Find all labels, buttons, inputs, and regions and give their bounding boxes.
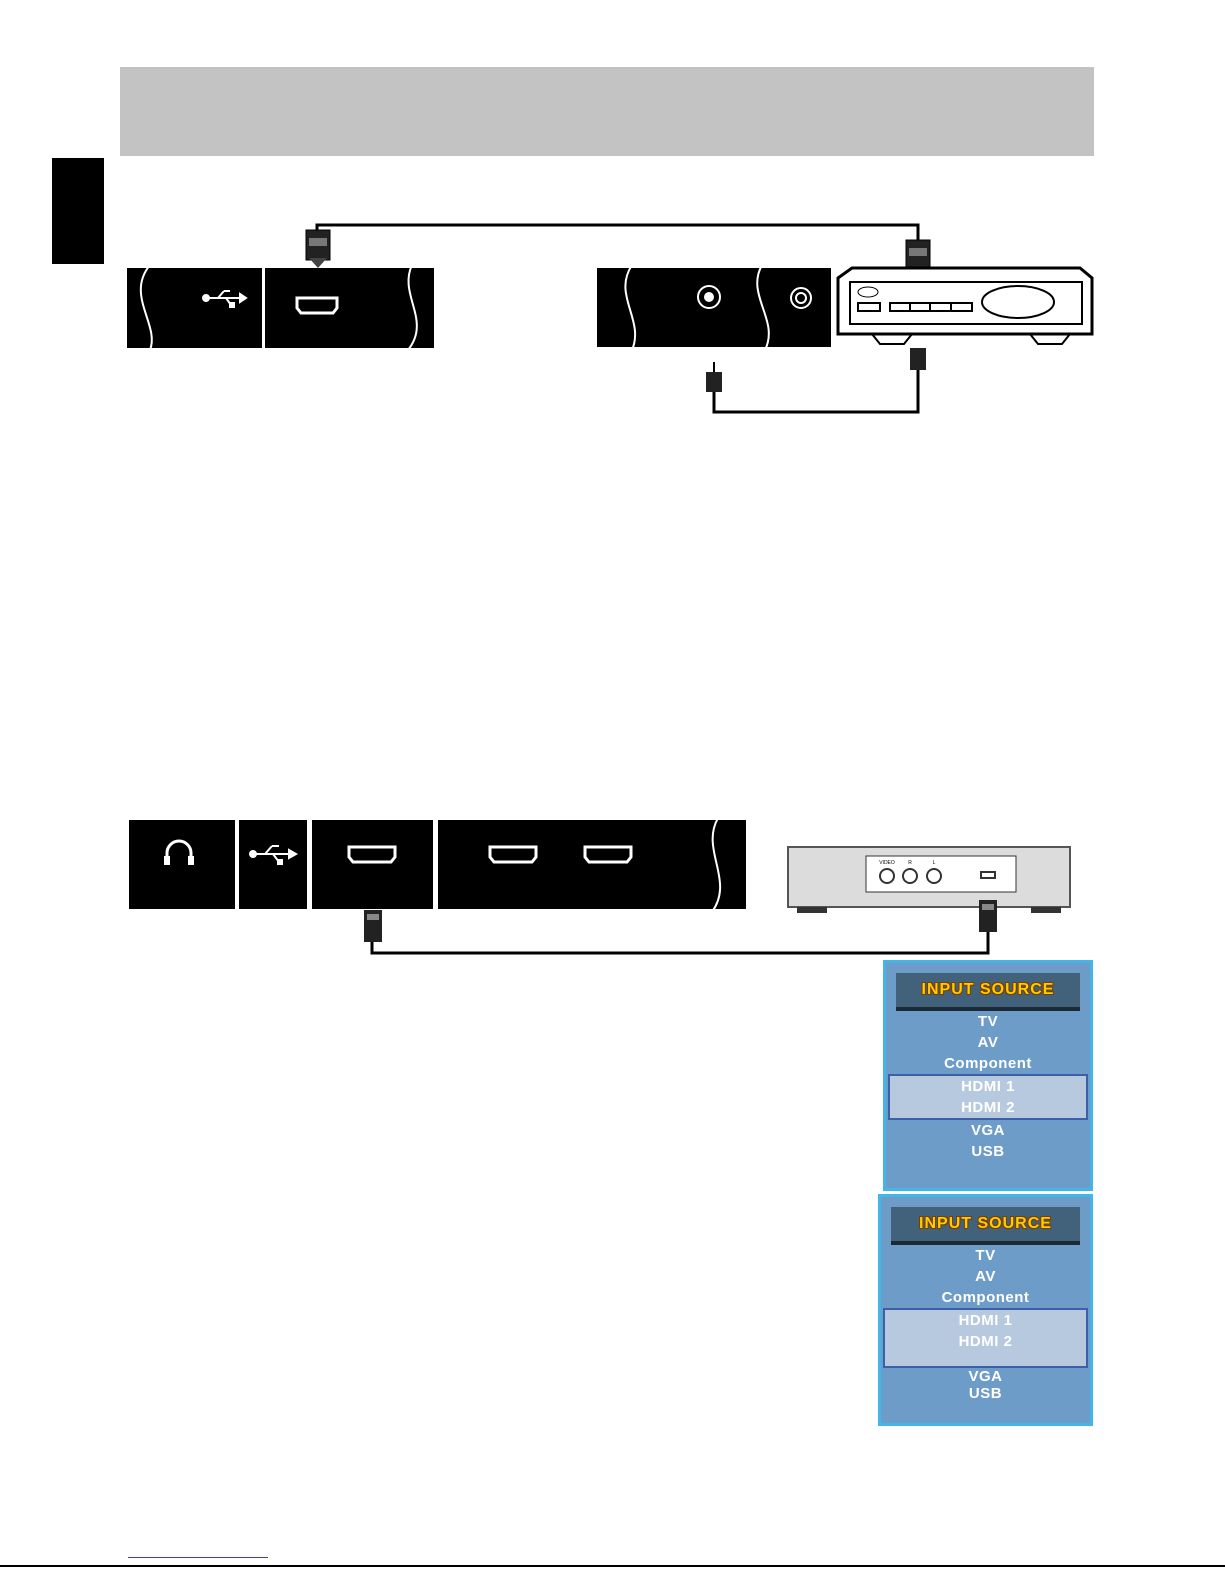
menu-title xyxy=(896,973,1080,1011)
tv-side-panel-2 xyxy=(129,818,746,912)
menu-selection-highlight xyxy=(883,1308,1088,1368)
menu-item-vga[interactable]: VGA xyxy=(968,1368,1003,1385)
menu-item-vga[interactable]: VGA xyxy=(970,1122,1005,1139)
menu-item-hdmi1[interactable]: HDMI 1 xyxy=(961,1078,1015,1095)
media-device-icon xyxy=(788,847,1070,913)
menu-item-hdmi2[interactable]: HDMI 2 xyxy=(958,1333,1013,1350)
input-source-menu-2 xyxy=(878,1194,1093,1426)
menu-item-av[interactable]: AV xyxy=(977,1034,999,1051)
menu-selection-highlight xyxy=(888,1074,1088,1120)
menu-title-text: INPUT SOURCE xyxy=(919,1215,1052,1232)
device-label-l: L xyxy=(932,860,936,866)
rf-cable xyxy=(706,348,926,412)
menu-title xyxy=(891,1207,1080,1245)
menu-item-usb[interactable]: USB xyxy=(968,1385,1003,1402)
device-label-video: VIDEO xyxy=(879,860,895,866)
page-bottom-rule xyxy=(0,1565,1225,1567)
menu-item-usb[interactable]: USB xyxy=(971,1143,1005,1160)
set-top-box-icon xyxy=(838,268,1092,344)
menu-title-text: INPUT SOURCE xyxy=(921,981,1055,998)
menu-item-component[interactable]: Component xyxy=(941,1289,1030,1306)
menu-item-tv[interactable]: TV xyxy=(975,1247,996,1264)
antenna-panel xyxy=(597,265,831,350)
menu-item-hdmi2[interactable]: HDMI 2 xyxy=(961,1099,1015,1116)
device-label-r: R xyxy=(908,860,912,866)
menu-item-av[interactable]: AV xyxy=(975,1268,996,1285)
menu-item-component[interactable]: Component xyxy=(944,1055,1032,1072)
menu-item-tv[interactable]: TV xyxy=(977,1013,999,1030)
input-source-menu-1 xyxy=(883,960,1093,1191)
tv-side-panel xyxy=(127,265,434,350)
connection-diagram-1 xyxy=(0,0,1225,460)
footer-link-underline xyxy=(128,1557,268,1558)
menu-item-hdmi1[interactable]: HDMI 1 xyxy=(958,1312,1013,1329)
connection-diagram-2 xyxy=(0,800,1225,970)
